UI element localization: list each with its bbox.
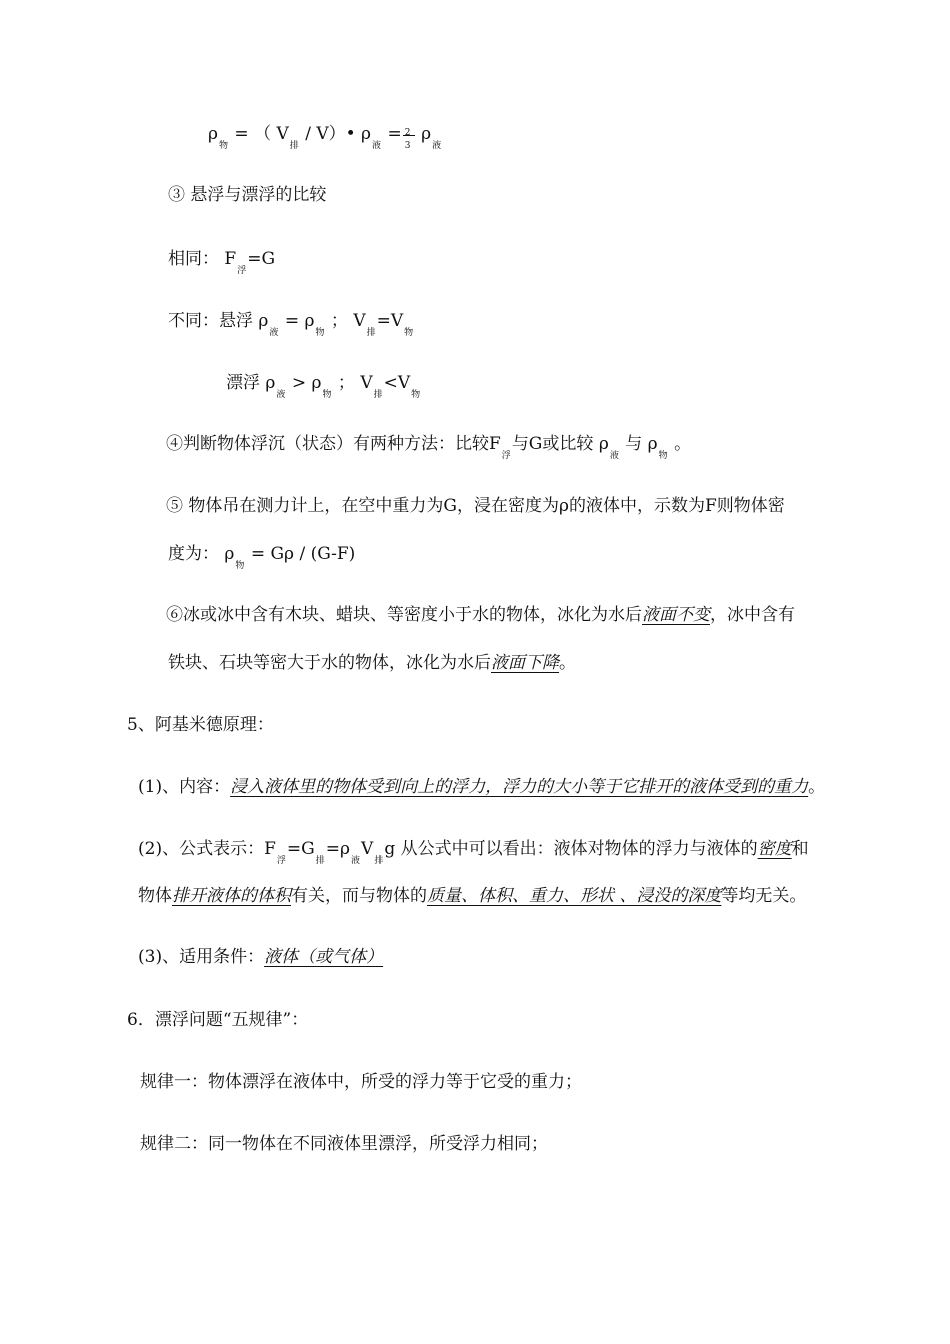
section-floating-rules: 6．漂浮问题“五规律”： (127, 1010, 309, 1030)
symbol-rho: ρ (224, 544, 235, 564)
label: 不同：悬浮 (168, 311, 253, 331)
measure-line (166, 495, 785, 517)
fraction-numerator: 2 (404, 128, 411, 138)
symbol-rho: ρ (304, 311, 315, 331)
underlined-answer: 排开液体的体积 (172, 886, 291, 906)
symbol-v: V (390, 311, 404, 331)
underlined-answer: 液面下降 (491, 653, 559, 673)
symbol-v: V (361, 839, 374, 859)
symbol-v: V (360, 373, 373, 393)
subscript: 浮 (501, 451, 511, 461)
archimedes-formula (138, 838, 809, 866)
underlined-answer: 质量、体积、重力、形状 、浸没的深度 (427, 886, 722, 906)
symbol-rho: ρ (598, 434, 609, 454)
density-result-line (168, 543, 356, 571)
symbol-eq: = (376, 311, 391, 331)
text: (1)、内容： (138, 777, 231, 797)
symbol-eq: = (247, 249, 262, 269)
text: 物体 (138, 886, 172, 906)
heading-compare: ③ 悬浮与漂浮的比较 (168, 185, 327, 205)
subscript: 排 (289, 141, 299, 151)
rule-two: 规律二：同一物体在不同液体里漂浮，所受浮力相同； (140, 1134, 548, 1154)
archimedes-relation (138, 885, 806, 907)
text: 则物体密 (716, 496, 785, 516)
label: 度为： (168, 544, 219, 564)
semicolon: ； (330, 311, 348, 331)
symbol-eq: = (286, 839, 302, 859)
symbol-rho: ρ (361, 124, 372, 144)
symbol-v: V (397, 373, 411, 393)
diff-float-line (226, 372, 421, 400)
symbol-g: G (261, 249, 276, 269)
text: 有关，而与物体的 (291, 886, 427, 906)
symbol-rho: ρ (311, 373, 322, 393)
symbol-rho: ρ (208, 124, 218, 144)
underlined-answer: 密度 (757, 839, 792, 859)
text: 从公式中可以看出：液体对物体的浮力与液体的 (400, 839, 758, 859)
text: 和 (791, 839, 809, 859)
subscript: 液 (609, 451, 619, 461)
symbol-v: V (276, 124, 289, 144)
subscript: 浮 (276, 856, 286, 866)
symbol-f: F (224, 249, 237, 269)
fraction (402, 123, 416, 151)
symbol-f: F (489, 434, 501, 454)
subscript: 物 (315, 328, 325, 338)
subscript: 排 (374, 856, 384, 866)
symbol-rho: ρ (421, 124, 432, 144)
archimedes-conditions (138, 946, 383, 968)
subscript: 排 (366, 328, 376, 338)
text: 。 (674, 434, 692, 454)
semicolon: ； (337, 373, 355, 393)
symbol-g: G (443, 496, 457, 516)
symbol-eq: = (234, 124, 249, 144)
text: ⑥冰或冰中含有木块、蜡块、等密度小于水的物体，冰化为水后 (166, 605, 642, 625)
symbol-eq: = (325, 839, 341, 859)
fraction-denominator: 3 (404, 141, 411, 151)
symbol-rho: ρ (647, 434, 658, 454)
text: (2)、公式表示： (138, 839, 265, 859)
subscript: 液 (372, 141, 382, 151)
symbol-eq: = (387, 124, 402, 144)
symbol-g: G (301, 839, 315, 859)
rule-one: 规律一：物体漂浮在液体中，所受的浮力等于它受的重力； (140, 1072, 582, 1092)
section-archimedes: 5、阿基米德原理： (127, 715, 274, 735)
symbol-f: F (264, 839, 276, 859)
text: 等均无关。 (721, 886, 807, 906)
label: 漂浮 (226, 373, 260, 393)
subscript: 物 (219, 141, 229, 151)
subscript: 液 (351, 856, 361, 866)
subscript: 物 (322, 390, 332, 400)
symbol-v: V (353, 311, 366, 331)
judge-method-line (166, 433, 692, 461)
symbol-gt: > (291, 373, 307, 393)
symbol-rho: ρ (265, 373, 276, 393)
symbol-g-lower: g (384, 839, 396, 859)
subscript: 物 (404, 328, 414, 338)
symbol-eq: = (284, 311, 300, 331)
same-line (168, 248, 276, 276)
text: 与G或比较 (511, 434, 594, 454)
symbol-lt: < (383, 373, 398, 393)
subscript: 物 (658, 451, 668, 461)
symbol-rho: ρ (258, 311, 269, 331)
underlined-answer: 液面不变 (642, 605, 710, 625)
label: 相同： (168, 249, 219, 269)
subscript: 排 (373, 390, 383, 400)
subscript: 液 (269, 328, 279, 338)
underlined-answer: 浸入液体里的物体受到向上的浮力，浮力的大小等于它排开的液体受到的重力 (230, 777, 809, 797)
divide-v: / V）• (305, 124, 356, 144)
text: (3)、适用条件： (138, 947, 265, 967)
formula: = Gρ / (G-F) (250, 544, 356, 564)
text: ⑤ 物体吊在测力计上，在空中重力为 (166, 496, 444, 516)
symbol-f: F (705, 496, 717, 516)
text: 与 (625, 434, 643, 454)
paren: （ (254, 124, 272, 144)
subscript: 液 (276, 390, 286, 400)
text: 铁块、石块等密大于水的物体，冰化为水后 (168, 653, 491, 673)
formula-density-ratio (208, 123, 442, 151)
subscript: 液 (432, 141, 442, 151)
ice-line-1 (166, 604, 795, 626)
diff-suspend-line (168, 310, 414, 338)
text: ，浸在密度为ρ的液体中，示数为 (457, 496, 705, 516)
symbol-rho: ρ (340, 839, 351, 859)
subscript: 物 (235, 561, 245, 571)
subscript: 浮 (237, 266, 247, 276)
underlined-answer: 液体（或气体） (264, 947, 384, 967)
text: 。 (559, 653, 576, 673)
subscript: 排 (315, 856, 325, 866)
text: ④判断物体浮沉（状态）有两种方法：比较 (166, 434, 489, 454)
text: ，冰中含有 (710, 605, 795, 625)
ice-line-2 (168, 652, 576, 674)
subscript: 物 (411, 390, 421, 400)
text: 。 (808, 777, 826, 797)
archimedes-content (138, 776, 825, 798)
